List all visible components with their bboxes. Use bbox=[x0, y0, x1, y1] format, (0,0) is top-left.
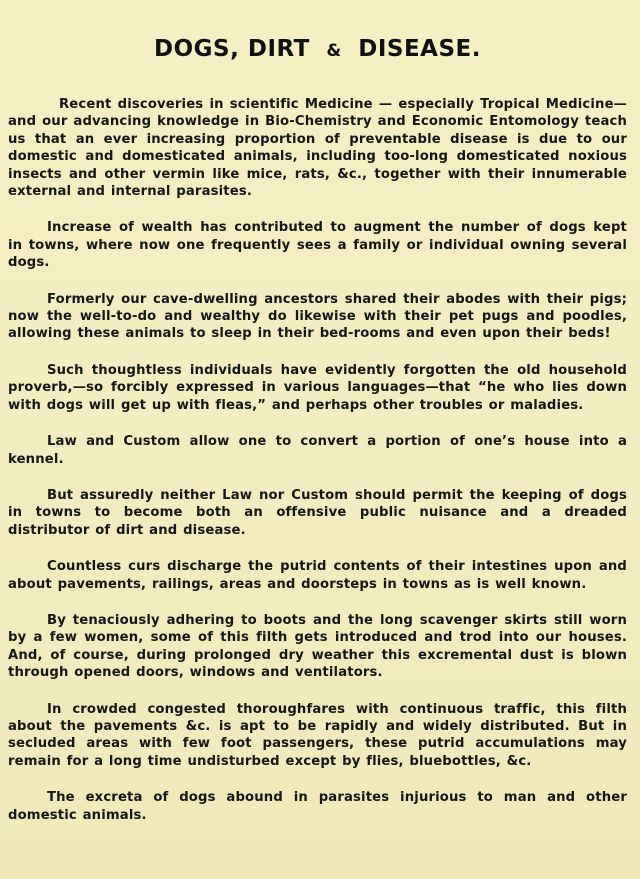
paragraph-6: But assuredly neither Law nor Custom should permit the keeping of dogs in towns to become both an offensive public nuisance and a dreaded distributor of dirt and disease. bbox=[8, 487, 627, 538]
paragraph-7: Countless curs discharge the putrid contents of their intestines upon and about pavements, railings, areas and doorsteps in towns as is well known. bbox=[8, 559, 627, 592]
paragraph-1: Recent discoveries in scientific Medicine — especially Tropical Medicine—and our advancing knowledge in Bio-Chemistry and Economic Entomology teach us that an ever increasing proportion of preventable disease is due to our domestic and domesticated animals, including too-long domesticated noxious insects and other vermin like mice, rats, &c., together with their innumerable external and internal parasites. bbox=[8, 97, 627, 200]
paragraph-10: The excreta of dogs abound in parasites injurious to man and other domestic animals. bbox=[8, 790, 627, 823]
title-part-1: DOGS, DIRT bbox=[154, 36, 310, 62]
paragraph-2: Increase of wealth has contributed to augment the number of dogs kept in towns, where now one frequently sees a family or individual owning several dogs. bbox=[8, 220, 627, 271]
title-part-2: DISEASE. bbox=[358, 36, 481, 62]
page-title bbox=[8, 36, 627, 62]
paragraph-9: In crowded congested thoroughfares with continuous traffic, this filth about the pavements &c. is apt to be rapidly and widely distributed. But in secluded areas with few foot passengers, these putrid accumulations may remain for a long time undisturbed except by flies, bluebottles, &c. bbox=[8, 701, 627, 769]
paragraph-4: Such thoughtless individuals have evidently forgotten the old household proverb,—so forcibly expressed in various languages—that “he who lies down with dogs will get up with fleas,” and perhaps other troubles or maladies. bbox=[8, 362, 627, 413]
paragraph-8: By tenaciously adhering to boots and the long scavenger skirts still worn by a few women, some of this filth gets introduced and trod into our houses. And, of course, during prolonged dry weather this excremental dust is blown through opened doors, windows and ventilators. bbox=[8, 612, 627, 681]
paragraph-3: Formerly our cave-dwelling ancestors shared their abodes with their pigs; now the well-to-do and wealthy do likewise with their pet pugs and poodles, allowing these animals to sleep in their bed-rooms and even upon their beds! bbox=[8, 291, 627, 342]
paragraph-5: Law and Custom allow one to convert a portion of one’s house into a kennel. bbox=[8, 434, 627, 467]
title-ampersand: & bbox=[326, 41, 342, 61]
